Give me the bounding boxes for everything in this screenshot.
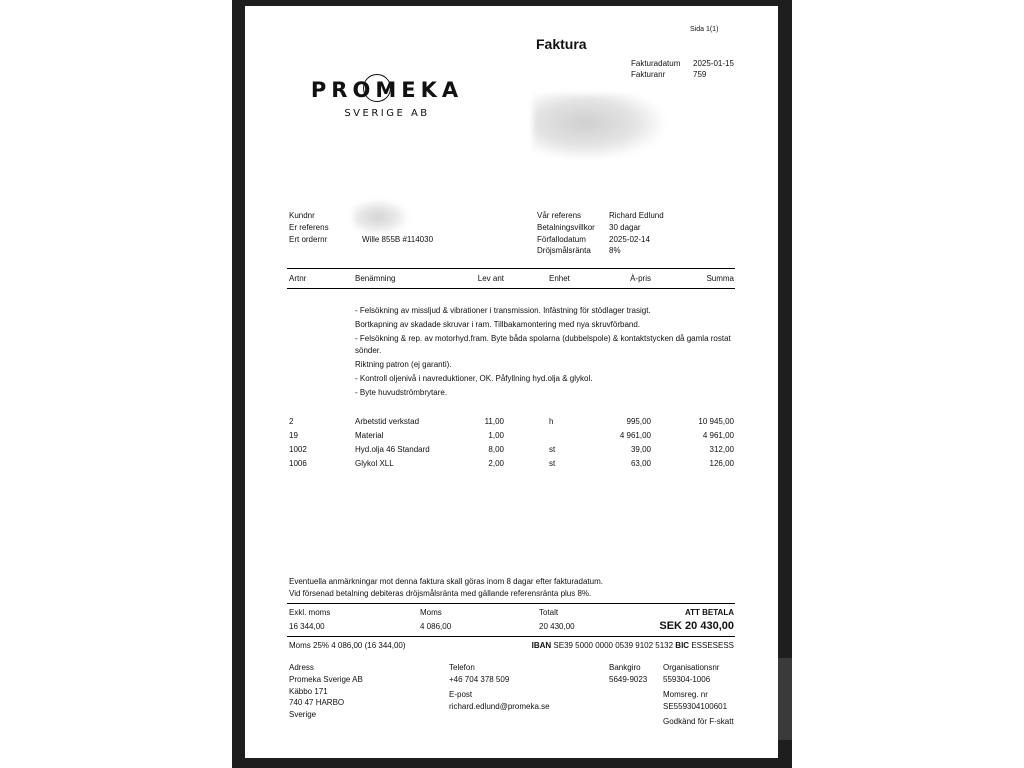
- late-interest-value: 8%: [609, 246, 621, 255]
- work-note: Bortkapning av skadade skruvar i ram. Tillbakamontering med nya skruvförband.: [355, 320, 641, 329]
- column-header-description: Benämning: [355, 274, 396, 283]
- iban-value: SE39 5000 0000 0539 9102 5132: [553, 641, 674, 650]
- line-item-name: Glykol XLL: [355, 459, 394, 468]
- email-label: E-post: [449, 690, 473, 699]
- f-tax-approval: Godkänd för F-skatt: [663, 717, 734, 726]
- line-item-qty: 1,00: [488, 431, 504, 440]
- line-item-price: 4 961,00: [619, 431, 651, 440]
- line-item-sum: 10 945,00: [698, 417, 734, 426]
- your-reference-label: Er referens: [289, 223, 329, 232]
- total-label: Totalt: [539, 608, 559, 617]
- line-item-name: Arbetstid verkstad: [355, 417, 420, 426]
- line-item-sum: 126,00: [709, 459, 734, 468]
- company-logo: PROMEKA: [310, 78, 464, 102]
- work-note: - Felsökning av missljud & vibrationer i transmission. Infästning för stödlager trasigt.: [355, 306, 651, 315]
- due-date-label: Förfallodatum: [537, 235, 586, 244]
- address-line: Promeka Sverige AB: [289, 675, 363, 684]
- line-item-qty: 2,00: [488, 459, 504, 468]
- our-reference-label: Vår referens: [537, 211, 582, 220]
- page-number: Sida 1(1): [690, 26, 719, 33]
- totals-top-rule: [287, 603, 735, 604]
- column-header-quantity: Lev ant: [477, 274, 504, 283]
- our-reference-value: Richard Edlund: [609, 211, 664, 220]
- payment-terms-value: 30 dagar: [609, 223, 641, 232]
- bic-value: ESSESESS: [691, 641, 734, 650]
- table-header-bottom-rule: [287, 288, 735, 289]
- address-line: 740 47 HARBO: [289, 698, 345, 707]
- vat-breakdown: Moms 25% 4 086,00 (16 344,00): [289, 641, 406, 650]
- iban-label: IBAN: [531, 641, 552, 650]
- line-item-qty: 11,00: [484, 417, 504, 426]
- order-number-value: Wille 855B #114030: [362, 235, 434, 244]
- amount-due-value: SEK 20 430,00: [659, 620, 734, 632]
- line-item-artnr: 1006: [289, 459, 307, 468]
- address-label: Adress: [289, 663, 314, 672]
- line-item-sum: 312,00: [709, 445, 734, 454]
- bank-details: [500, 641, 734, 650]
- line-item-price: 39,00: [630, 445, 651, 454]
- table-header-top-rule: [287, 268, 735, 269]
- total-value: 20 430,00: [539, 622, 575, 631]
- phone-label: Telefon: [449, 663, 475, 672]
- redacted-recipient-address: [533, 94, 663, 158]
- order-number-label: Ert ordernr: [289, 235, 328, 244]
- line-item-name: Material: [355, 431, 384, 440]
- work-note: - Felsökning & rep. av motorhyd.fram. Byte båda spolarna (dubbelspole) & kontaktstycken då gamla rostat: [355, 334, 731, 343]
- address-line: Sverige: [289, 710, 317, 719]
- vat-value: 4 086,00: [420, 622, 452, 631]
- excl-vat-value: 16 344,00: [289, 622, 325, 631]
- line-item-price: 63,00: [630, 459, 651, 468]
- line-item-unit: st: [549, 445, 556, 454]
- amount-due-label: ATT BETALA: [684, 608, 734, 617]
- column-header-total: Summa: [706, 274, 734, 283]
- bankgiro-label: Bankgiro: [609, 663, 641, 672]
- company-logo-subtitle: SVERIGE AB: [344, 108, 430, 119]
- vat-reg-label: Momsreg. nr: [663, 690, 708, 699]
- totals-bottom-rule: [287, 636, 735, 637]
- redacted-customer-info: [353, 200, 408, 234]
- bankgiro-value: 5649-9023: [609, 675, 648, 684]
- bic-label: BIC: [675, 641, 690, 650]
- due-date-value: 2025-02-14: [609, 235, 650, 244]
- vat-reg-value: SE559304100601: [663, 702, 728, 711]
- org-number-value: 559304-1006: [663, 675, 711, 684]
- work-note: - Byte huvudströmbrytare.: [355, 388, 448, 397]
- column-header-artnr: Artnr: [289, 274, 307, 283]
- column-header-unit: Enhet: [549, 274, 570, 283]
- work-note: Riktning patron (ej garanti).: [355, 360, 452, 369]
- document-title: Faktura: [536, 36, 587, 52]
- line-item-artnr: 2: [289, 417, 294, 426]
- line-item-unit: h: [549, 417, 554, 426]
- work-note: - Kontroll oljenivå i navreduktioner, OK. Påfyllning hyd.olja & glykol.: [355, 374, 593, 383]
- line-item-name: Hyd.olja 46 Standard: [355, 445, 430, 454]
- line-item-artnr: 19: [289, 431, 298, 440]
- invoice-date-label: Fakturadatum: [631, 59, 681, 68]
- line-item-qty: 8,00: [488, 445, 504, 454]
- org-number-label: Organisationsnr: [663, 663, 720, 672]
- phone-value: +46 704 378 509: [449, 675, 510, 684]
- customer-number-label: Kundnr: [289, 211, 315, 220]
- remarks-line: Eventuella anmärkningar mot denna faktura skall göras inom 8 dagar efter fakturadatum.: [289, 577, 603, 586]
- excl-vat-label: Exkl. moms: [289, 608, 331, 617]
- column-header-unit-price: À-pris: [630, 274, 651, 283]
- scrollbar-thumb[interactable]: [778, 658, 792, 740]
- payment-terms-label: Betalningsvillkor: [537, 223, 595, 232]
- invoice-number-label: Fakturanr: [631, 70, 666, 79]
- work-note: sönder.: [355, 346, 382, 355]
- late-interest-label: Dröjsmålsränta: [537, 246, 591, 255]
- remarks-line: Vid försenad betalning debiteras dröjsmålsränta med gällande referensränta plus 8%.: [289, 589, 592, 598]
- invoice-number-value: 759: [693, 70, 707, 79]
- line-item-price: 995,00: [626, 417, 651, 426]
- address-line: Käbbo 171: [289, 687, 328, 696]
- vat-label: Moms: [420, 608, 442, 617]
- line-item-artnr: 1002: [289, 445, 307, 454]
- email-value: richard.edlund@promeka.se: [449, 702, 550, 711]
- line-item-unit: st: [549, 459, 556, 468]
- invoice-date-value: 2025-01-15: [693, 59, 734, 68]
- line-item-sum: 4 961,00: [702, 431, 734, 440]
